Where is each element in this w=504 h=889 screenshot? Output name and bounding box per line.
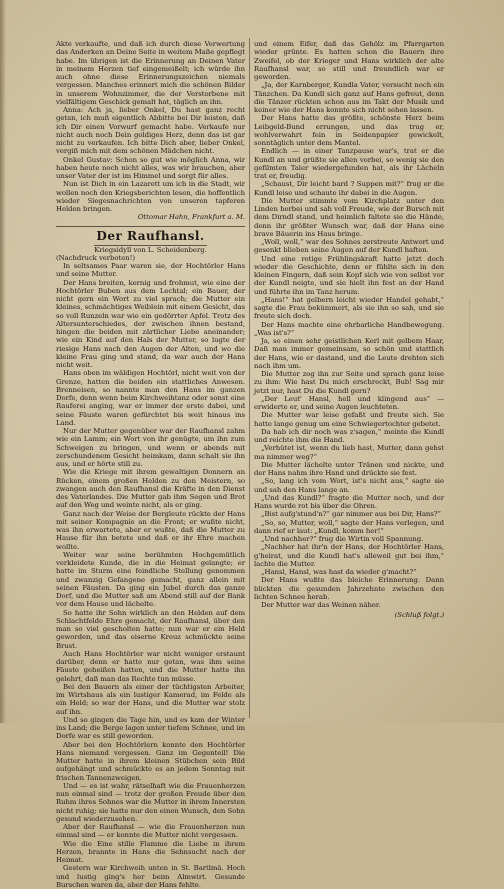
letter-paragraph: Onkel Gustav: Schon so gut wie möglich Anna, wir haben heute noch nicht alles, was wir brauchen, aber unser Vater der ist im Himmel und sorgt für alles. [56,155,245,180]
story-paragraph: Die Mutter war leise gefaßt und freute sich. Sie hatte lange genug um eine Schwiegertochter gebetet. [254,411,444,428]
letter-signature: Ottomar Hahn, Frankfurt a. M. [137,213,245,222]
story-paragraph: Die Mutter lächelte unter Tränen und nickte, und der Hans nahm ihre Hand und drückte sie fest. [254,460,444,477]
story-paragraph: „Hansl, Hansl, was hast da wieder g'macht?“ [261,568,417,576]
story-paragraph: Der Hans hatte das größte, schönste Herz beim Leibgeld-Bund errungen, und das trug er, wohlverwahrt fein in Seidenpapier gewickelt, sonntäglich unter dem Mantel. [254,114,444,147]
story-paragraph: Nur der Mutter gegenüber war der Raufhansl zahm wie ein Lamm; ein Wort von ihr genügte, um ihn zum Schweigen zu bringen, und wenn er abends mit zerschundenem Gesicht heimkam, dann schalt sie ihn aus, und er hörte still zu. [56,427,245,468]
story-paragraph: Weiter war seine berühmten Hochgemütlich verkleidete Kunde, die in die Heimat gelangte; er hatte im Sturm eine feindliche Stellung genommen und zwanzig Gefangene gemacht, ganz allein mit seinen Fäusten. Da ging ein Jubel durch das ganze Dorf, und die Mutter saß am Abend still auf der Bank vor dem Hause und lächelte. [56,550,245,609]
column-rule [249,38,250,718]
story-paragraph: Auch Hans Hochtörler war nicht weniger erstaunt darüber, denn er hatte nur getan, was ihm seine Fäuste geheißen hatten, und die Mutter hatte ihn gelehrt, daß man das Rechte tun müsse. [56,649,245,683]
story-paragraph: Ja, so einen sehr geistlichen Kerl mit gelbem Haar, Daß man immer gemeinsam, so schön und stattlich der Hans, wie er dastand, und die Leute drehten sich nach ihm um. [254,337,444,370]
story-paragraph: Die Mutter stimmte vom Kirchplatz unter den Linden herbei und sah voll Freude, wie der Bursch mit dem Dirndl stand, und heimlich faltete sie die Hände, denn ihr größter Wunsch war, daß der Hans eine brave Bäuerin ins Haus bringe. [254,196,444,238]
story-paragraph: Aber der Raufhansl — wie die Frauenherzen nun einmal sind — er konnte die Mutter nicht vergessen. [56,823,245,840]
section-divider [56,226,245,227]
story-paragraph: Der Hans breiten, kernig und frohmut, wie eine der Hochtörler Buben aus dem Lechtal; ein Bauer, der nicht gern ein Wort zu viel sprach; die Mutter ein kleines, schmächtiges Weiblein mit einem Gesicht, das so voll Runzeln war wie ein gedörrter Apfel. Trotz des Altersunterschiedes, der zwischen ihnen bestand, hingen die beiden mit zärtlicher Liebe aneinander; wie ein Kind auf den Hals der Mutter, so lugte der riesige Hans nach den Augen der Alten, und wo die kleine Frau ging und stand, da war auch der Hans nicht weit. [56,278,245,369]
letter-paragraph: Nun ist Dich in ein Lazarett um ich in die Stadt, wir wollen noch den Kriegsberichten lesen, die hoffentlich wieder Siegesnachrichten von unseren tapferen Helden bringen. [56,180,245,213]
story-paragraph: „Nachher hat ihr'n der Hans, der Hochtörler Hans, g'heirat, und die Kundl hat's alleweil gut bei ihm,“ lachte die Mutter. [254,543,444,568]
to-be-continued-note: (Schluß folgt.) [394,611,444,620]
story-paragraph: Ganz nach der Weise der Bergleute rückte der Hans mit seiner Kompagnie an die Front; er wußte nicht, was ihn erwartete, aber er wußte, daß die Mutter zu Hause für ihn betete und daß er ihr Ehre machen wollte. [56,509,245,551]
story-paragraph: Hans oben im wäldigen Hochtörl, nicht weit von der Grenze, hatten die beiden ein stattliches Anwesen. Brenneisen, so nannte man den Hans im ganzen Dorfe, denn wenn beim Kirchweihtanz oder sonst eine Rauferei anging, war er immer der erste dabei, und seine Fäuste waren gefürchtet bis weit hinaus ins Land. [56,369,245,427]
story-paragraph: Und eine rotige Frühlingskraft hatte jetzt doch wieder die Geschichte, denn er fühlte sich in den kleinen Fingern, daß sein Kopf sich wie von selbst vor der Kundl neigte, und sie hielt ihn fest an der Hand und führte ihn im Tanz herum. [254,254,444,296]
story-paragraph: „Und das Kundl?“ fragte die Mutter noch, und der Hans wurde rot bis über die Ohren. [254,493,444,510]
page-edge-shadow [0,0,6,723]
story-paragraph: Der Mutter war das Weinen näher. [261,601,381,609]
left-column [56,40,246,889]
story-paragraph: Da hab ich dir noch was z'sagen,“ meinte die Kundl und reichte ihm die Hand. [254,427,444,444]
story-paragraph: „Woll, woll,“ war des Sohnes zerstreute Antwort und gesenkt blieben seine Augen auf der Kundl haften. [254,238,444,255]
story-paragraph: und einem Eifer, daß das Gehölz im Pfarrgarten wieder grünte. Es hatten schon die Bauern ihre Zweifel, ob der Krieger und Hans wirklich der alte Raufhansl war, so still und freundlich war er geworden. [254,40,444,81]
story-paragraph: Gestern war Kirchweih unten in St. Bartlmä. Hoch und lustig ging's her beim Almwirt. Gesunde Burschen waren da, aber der Hans fehlte. [56,864,245,889]
story-paragraph: Wie die Kriege mit ihrem gewaltigen Donnern an Rücken, einem großen Helden zu den Meistern, so zwangen auch den Raufhansl die Kräfte in den Dienst des Vaterlandes. Die Mutter gab ihm Segen und Brot auf den Weg und weinte nicht, als er ging. [56,468,245,510]
story-paragraph: Und so gingen die Tage hin, und es kam der Winter ins Land; die Berge lagen unter tiefem Schnee, und im Dorfe war es still geworden. [56,715,246,741]
story-paragraph: Der Hans machte eine ehrbarliche Handbewegung. „Was ist's?“ [254,320,444,337]
story-subtitle: Kriegsidyll von L. Scheidenberg. [94,245,207,254]
story-paragraph: Endlich — in einer Tanzpause war's, trat er die Kundl an und grüßte sie allen vorbei, so wenig sie den gefilmten Taler wiedergefunden hat, als ihr Lächeln trat er, freudig. [254,147,444,180]
story-paragraph: „Ja, der Karnberger, Kundla Vater, versucht noch ein Tänzchen. Da Kundl sich ganz auf Hans gefreut, denn die Tänzer rückten schon aus im Takt der Musik und keiner wie der Hans konnte sich nicht sehen lassen. [254,81,444,114]
story-paragraph: In seltsames Paar waren sie, der Hochtörler Hans und seine Mutter. [56,262,245,279]
story-paragraph: „Und nachher?“ frug die Wirtin voll Spannung. [261,535,424,543]
story-paragraph: „So, lang ich vom Wort, ist's nicht aus,“ sagte sie und sah den Hans lange an. [254,477,444,494]
fold-mark [469,300,490,360]
story-paragraph: Wie die Eine stille Flamme die Liebe in ihrem Herzen, brannte in Hans die Sehnsucht nach der Heimat. [56,839,245,864]
story-title: Der Raufhansl. [96,228,205,243]
right-column [254,40,444,716]
letter-paragraph: Akte verkaufte, und daß ich durch diese Verwertung das Anderken an Deine Seite in weitem Maße gepflegt habe. Im übrigen ist die Erinnerung an Deinen Vater in meinem Herzen tief eingemeißelt; ich würde ihn auch ohne diese Erinnerungszeichen niemals vergessen. Manches erinnert mich die schönen Bilder in unserem Wohnzimmer, die der Verstorbene mit vielfältigem Geschick gemalt hat, täglich an ihn. [56,40,245,106]
story-paragraph: Der Hans wußte das bleiche Erinnerung. Dann blickten die gesunden Jahrzehnte zwischen den lichten Schnee herab. [254,576,444,601]
story-paragraph: „Verhütet ist, wenn du lieb hast, Mutter, dann gehst ma nimmer weg?“ [254,444,444,461]
reprint-note: (Nachdruck verboten!) [56,253,136,262]
story-paragraph: „Schaust, Dir leicht bard ? Suppen mit?“ frug er die Kundl leise und schaute ihr dabei in die Augen. [254,180,444,197]
title-underline [94,245,207,246]
story-paragraph: „Hans!“ hat gelbern leicht wieder Handel gehabt,“ sagte die Frau bekümmert, als sie ihn so sah, und sie freute sich doch. [254,295,444,321]
story-paragraph: „Bist aufg'stund'n?“ gar nimmer aus bei Dir, Hans?“ [261,510,441,519]
letter-paragraph: Anna: Ach ja, lieber Onkel, Du hast ganz recht getan, ich muß eigentlich Abbitte bei Dir leisten, daß ich Dir einen Vorwurf gemacht habe. Verkaufe nur nicht auch noch Dein goldiges Herz, denn das ist gar nicht zu verkaufen. Ich bitte Dich aber, lieber Onkel, vergiß mich mit dem schönen Mädchen nicht. [56,106,245,156]
story-paragraph: Bei den Bauern als einer der tüchtigsten Arbeiter, im Wirtshaus als ein lustiger Kamerad, im Felde als ein Held; so war der Hans, und die Mutter war stolz auf ihn. [56,682,245,716]
story-paragraph: „Der Leut' Hansl, hell und klingend aus“ — erwiderte er, und seine Augen leuchteten. [254,394,444,411]
story-paragraph: Die Mutter zog ihn zur Seite und sprach ganz leise zu ihm: Wie hast Du mich erschreckt, Bub! Sag mir jetzt nur, hast Du die Kundl gern? [254,370,444,395]
story-paragraph: Und — es ist wahr, rätselhaft wie die Frauenherzen nun einmal sind — trotz der großen Freude über den Ruhm ihres Sohnes war die Mutter in ihrem Innersten nicht ruhig; sie hatte nur den einen Wunsch, den Sohn gesund wiederzusehen. [56,781,245,823]
story-paragraph: „So, so, Mutter, woll,“ sagte der Hans verlegen, und dann rief er laut: „Kundl, komm her!“ [254,518,444,535]
story-paragraph: Aber bei den Hochtörlern konnte den Hochtörler Hans niemand vergessen. Ganz im Gegenteil! Die Mutter hatte in ihrem kleinen Stübchen sein Bild aufgehängt und schmückte es an jedem Sonntag mit frischen Tannenzweigen. [56,740,245,782]
story-paragraph: So hatte ihr Sohn wirklich an den Helden auf dem Schlachtfelde Ehre gemacht, der Raufhansl, über den man so viel gescholten hatte; nun war er ein Held geworden, und das eiserne Kreuz schmückte seine Brust. [56,608,245,650]
